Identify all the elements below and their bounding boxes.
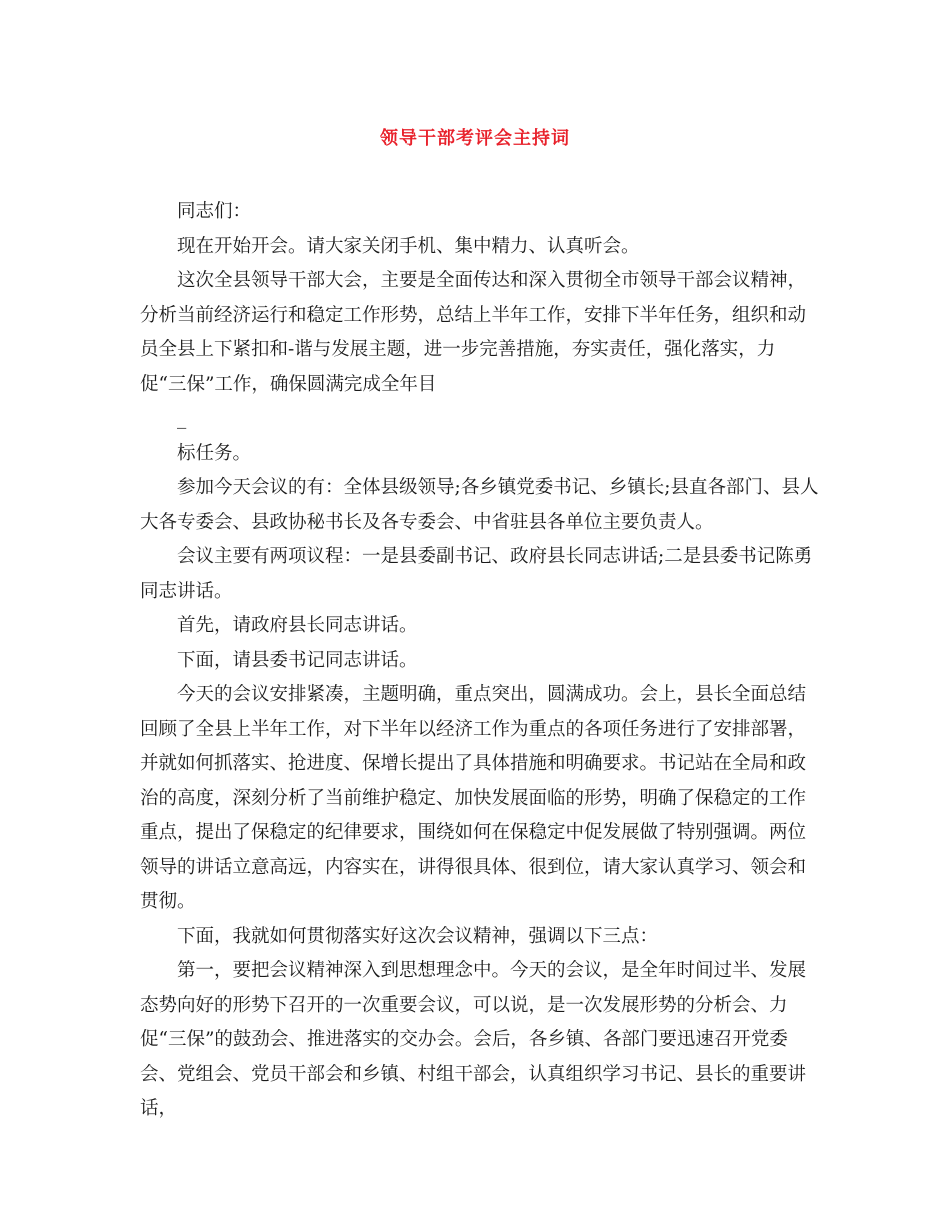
paragraph-summary: 今天的会议安排紧凑，主题明确，重点突出，圆满成功。会上，县长全面总结回顾了全县上半年工作，对下半年以经济工作为重点的各项任务进行了安排部署，并就如何抓落实、抢进度、保增长提出了具体措施和明确要求。书记站在全局和政治的高度，深刻分析了当前维护稳定、加快发展面临的形势，明确了保稳定的工作重点，提出了保稳定的纪律要求，围绕如何在保稳定中促发展做了特别强调。两位领导的讲话立意高远，内容实在，讲得很具体、很到位，请大家认真学习、领会和贯彻。: [140, 684, 807, 912]
paragraph-agenda: 会议主要有两项议程：一是县委副书记、政府县长同志讲话;二是县委书记陈勇同志讲话。: [140, 546, 813, 602]
paragraph-second-speaker: 下面，请县委书记同志讲话。: [177, 649, 418, 671]
document-title: 领导干部考评会主持词: [380, 128, 570, 149]
paragraph-attendees: 参加今天会议的有：全体县级领导;各乡镇党委书记、乡镇长;县直各部门、县人大各专委会、县政协秘书长及各专委会、中省驻县各单位主要负责人。: [140, 477, 819, 533]
paragraph-point-one: 第一，要把会议精神深入到思想理念中。今天的会议，是全年时间过半、发展态势向好的形势下召开的一次重要会议，可以说，是一次发展形势的分析会、力促“三保”的鼓劲会、推进落实的交办会。会后，各乡镇、各部门要迅速召开党委会、党组会、党员干部会和乡镇、村组干部会，认真组织学习书记、县长的重要讲话，: [140, 960, 807, 1119]
document-body: [140, 195, 820, 1127]
paragraph-stray-mark: _: [177, 408, 187, 429]
paragraph-purpose: 这次全县领导干部大会，主要是全面传达和深入贯彻全市领导干部会议精神，分析当前经济运行和稳定工作形势，总结上半年工作，安排下半年任务，组织和动员全县上下紧扣和-谐与发展主题，进一步完善措施，夯实责任，强化落实，力促“三保”工作，确保圆满完成全年目: [140, 270, 807, 395]
paragraph-greeting: 同志们：: [177, 201, 252, 222]
paragraph-emphasis-intro: 下面，我就如何贯彻落实好这次会议精神，强调以下三点：: [177, 925, 659, 947]
paragraph-first-speaker: 首先，请政府县长同志讲话。: [177, 615, 418, 636]
paragraph-purpose-continued: 标任务。: [177, 442, 252, 464]
paragraph-opening: 现在开始开会。请大家关闭手机、集中精力、认真听会。: [177, 235, 640, 257]
